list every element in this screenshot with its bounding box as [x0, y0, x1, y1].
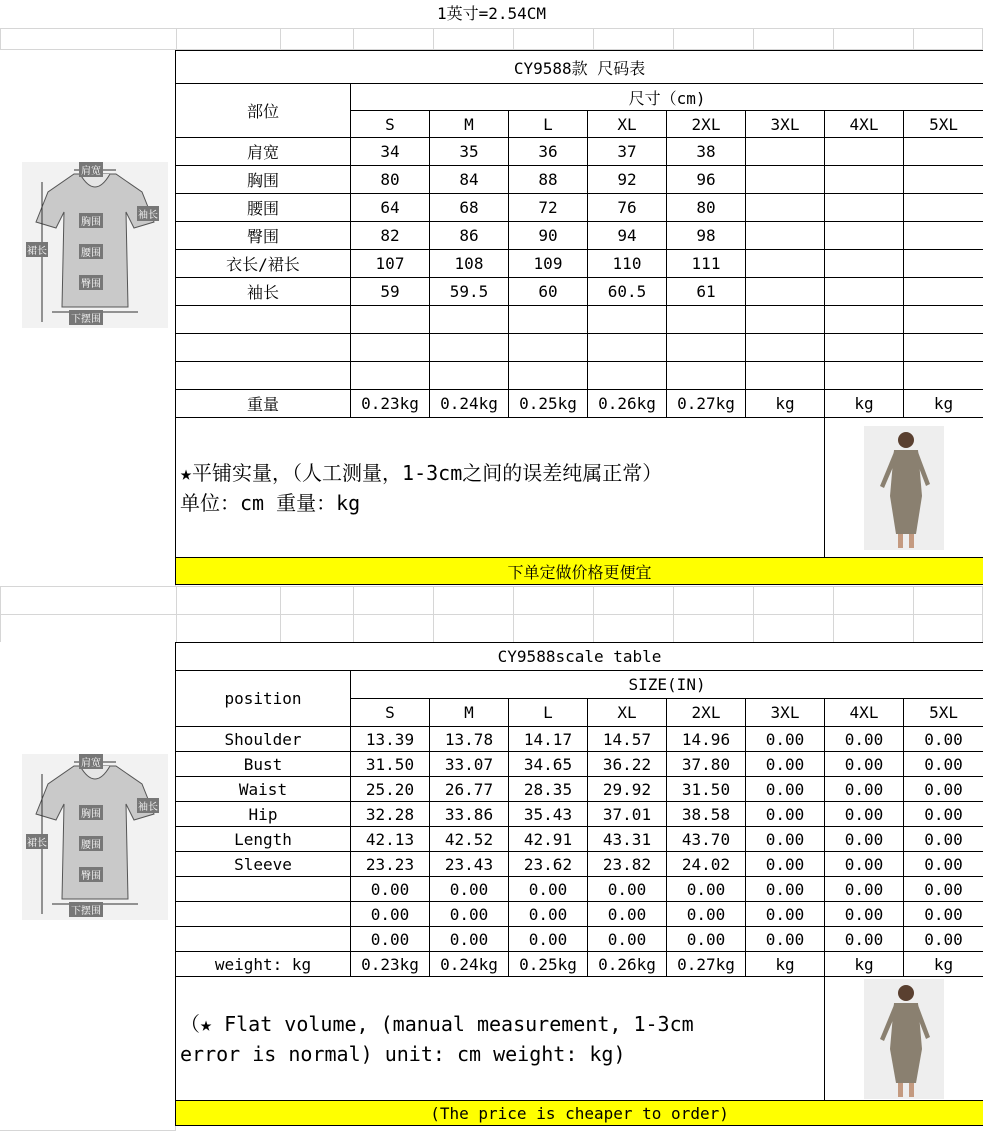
en-cell: 36.22 — [588, 752, 667, 777]
en-cell: 0.00 — [351, 902, 430, 927]
en-cell: 0.00 — [904, 802, 983, 827]
en-cell: 13.78 — [430, 727, 509, 752]
table-row — [176, 752, 983, 777]
cn-cell — [746, 138, 825, 166]
en-cell: 42.52 — [430, 827, 509, 852]
en-row-label — [176, 927, 351, 952]
en-label-waist: 腰围 — [79, 836, 103, 851]
en-cell: 0.00 — [904, 852, 983, 877]
cn-cell — [667, 334, 746, 362]
cn-size-col-7: 5XL — [904, 111, 983, 138]
cn-cell — [825, 250, 904, 278]
en-cell: 0.00 — [509, 902, 588, 927]
en-cell: 0.00 — [746, 827, 825, 852]
en-label-bust: 胸围 — [79, 805, 103, 820]
cn-cell — [746, 362, 825, 390]
cn-size-col-4: 2XL — [667, 111, 746, 138]
cn-cell: 76 — [588, 194, 667, 222]
en-cell: 31.50 — [351, 752, 430, 777]
en-footer-banner: (The price is cheaper to order) — [176, 1101, 983, 1126]
cn-cell — [825, 222, 904, 250]
cn-cell: 36 — [509, 138, 588, 166]
cn-cell — [904, 250, 983, 278]
cn-cell — [430, 334, 509, 362]
cn-cell — [509, 306, 588, 334]
cn-cell — [904, 166, 983, 194]
cn-cell — [746, 222, 825, 250]
cn-cell: 80 — [667, 194, 746, 222]
en-row-label — [176, 877, 351, 902]
cn-cell: 37 — [588, 138, 667, 166]
cn-row-label — [176, 334, 351, 362]
cn-cell: 80 — [351, 166, 430, 194]
cn-cell: 34 — [351, 138, 430, 166]
cn-footer-banner: 下单定做价格更便宜 — [176, 558, 983, 585]
en-cell: 43.70 — [667, 827, 746, 852]
cn-row-label: 胸围 — [176, 166, 351, 194]
en-label-length: 裙长 — [26, 834, 48, 849]
cn-row-label: 衣长/裙长 — [176, 250, 351, 278]
cn-label-bust: 胸围 — [79, 213, 103, 228]
en-label-shoulder: 肩宽 — [79, 754, 103, 769]
en-cell: 35.43 — [509, 802, 588, 827]
en-cell: 14.17 — [509, 727, 588, 752]
en-cell: 37.80 — [667, 752, 746, 777]
blank-grid-rows — [0, 586, 983, 643]
en-row-label: Shoulder — [176, 727, 351, 752]
en-cell: 34.65 — [509, 752, 588, 777]
cn-cell — [746, 306, 825, 334]
en-cell: 0.00 — [746, 727, 825, 752]
table-row — [176, 827, 983, 852]
cn-cell — [825, 278, 904, 306]
cn-cell: 60 — [509, 278, 588, 306]
cn-cell — [825, 334, 904, 362]
cn-cell: 111 — [667, 250, 746, 278]
cn-label-hip: 臀围 — [79, 275, 103, 290]
cn-cell: 98 — [667, 222, 746, 250]
en-weight-cell: kg — [746, 952, 825, 977]
cn-size-table — [175, 50, 983, 585]
en-cell: 0.00 — [667, 877, 746, 902]
cn-cell: 96 — [667, 166, 746, 194]
en-size-col-6: 4XL — [825, 699, 904, 727]
en-size-table — [175, 642, 983, 1126]
cn-cell: 64 — [351, 194, 430, 222]
cn-cell — [351, 334, 430, 362]
cn-cell — [825, 166, 904, 194]
cn-row-label: 臀围 — [176, 222, 351, 250]
en-cell: 0.00 — [509, 927, 588, 952]
en-cell: 0.00 — [746, 752, 825, 777]
en-cell: 42.13 — [351, 827, 430, 852]
cn-cell — [746, 250, 825, 278]
en-cell: 38.58 — [667, 802, 746, 827]
en-weight-label: weight: kg — [176, 952, 351, 977]
cn-cell: 68 — [430, 194, 509, 222]
en-label-hem: 下摆围 — [69, 902, 103, 917]
en-cell: 0.00 — [825, 802, 904, 827]
en-cell: 0.00 — [825, 852, 904, 877]
en-cell: 23.43 — [430, 852, 509, 877]
cn-weight-cell: 0.24kg — [430, 390, 509, 418]
en-cell: 0.00 — [667, 902, 746, 927]
cn-cell: 72 — [509, 194, 588, 222]
cn-cell — [509, 334, 588, 362]
cn-cell — [351, 306, 430, 334]
en-cell: 0.00 — [825, 777, 904, 802]
en-size-col-7: 5XL — [904, 699, 983, 727]
blank-grid-row — [0, 28, 983, 50]
cn-weight-cell: 0.27kg — [667, 390, 746, 418]
cn-cell — [588, 334, 667, 362]
en-size-col-5: 3XL — [746, 699, 825, 727]
cn-cell: 88 — [509, 166, 588, 194]
cn-product-photo — [825, 418, 983, 558]
en-cell: 0.00 — [746, 777, 825, 802]
cn-label-waist: 腰围 — [79, 244, 103, 259]
en-size-col-1: M — [430, 699, 509, 727]
en-cell: 0.00 — [430, 877, 509, 902]
cn-cell — [825, 194, 904, 222]
en-cell: 43.31 — [588, 827, 667, 852]
en-cell: 0.00 — [509, 877, 588, 902]
cn-cell: 84 — [430, 166, 509, 194]
table-row — [176, 222, 983, 250]
en-row-label: Hip — [176, 802, 351, 827]
cn-label-sleeve: 袖长 — [137, 206, 159, 221]
cn-cell: 92 — [588, 166, 667, 194]
en-cell: 0.00 — [825, 752, 904, 777]
cn-cell: 38 — [667, 138, 746, 166]
table-row — [176, 166, 983, 194]
cn-model-photo — [864, 426, 944, 550]
cn-note — [176, 418, 825, 558]
en-weight-cell: 0.24kg — [430, 952, 509, 977]
table-row — [176, 278, 983, 306]
cn-cell — [588, 362, 667, 390]
cn-cell: 82 — [351, 222, 430, 250]
cn-row-label — [176, 362, 351, 390]
cn-cell: 107 — [351, 250, 430, 278]
en-model-photo — [864, 979, 944, 1099]
cn-cell: 59.5 — [430, 278, 509, 306]
en-cell: 0.00 — [746, 902, 825, 927]
conversion-header: 1英寸=2.54CM — [0, 0, 983, 29]
cn-section — [0, 50, 983, 586]
cn-cell: 109 — [509, 250, 588, 278]
table-row — [176, 727, 983, 752]
cn-cell — [746, 194, 825, 222]
cn-label-length: 裙长 — [26, 242, 48, 257]
en-row-label: Length — [176, 827, 351, 852]
en-weight-cell: 0.27kg — [667, 952, 746, 977]
en-section — [0, 642, 983, 1130]
cn-weight-cell: 0.25kg — [509, 390, 588, 418]
cn-weight-cell: 0.23kg — [351, 390, 430, 418]
cn-cell — [904, 194, 983, 222]
cn-cell: 35 — [430, 138, 509, 166]
cn-size-col-6: 4XL — [825, 111, 904, 138]
en-note-line2: error is normal) unit: cm weight: kg) — [180, 1042, 626, 1066]
cn-cell — [588, 306, 667, 334]
en-note-line1: （★ Flat volume, (manual measurement, 1-3cm — [180, 1012, 694, 1036]
en-cell: 23.62 — [509, 852, 588, 877]
cn-weight-label: 重量 — [176, 390, 351, 418]
cn-size-header: 尺寸（cm) — [351, 84, 983, 111]
en-product-photo — [825, 977, 983, 1101]
cn-cell — [904, 334, 983, 362]
table-row — [176, 877, 983, 902]
en-cell: 23.82 — [588, 852, 667, 877]
cn-note-line2: 单位：cm 重量：kg — [180, 491, 360, 515]
cn-cell — [667, 362, 746, 390]
en-cell: 0.00 — [904, 877, 983, 902]
cn-cell: 110 — [588, 250, 667, 278]
cn-cell: 86 — [430, 222, 509, 250]
cn-cell: 59 — [351, 278, 430, 306]
en-cell: 0.00 — [904, 902, 983, 927]
en-cell: 0.00 — [351, 927, 430, 952]
cn-cell: 94 — [588, 222, 667, 250]
cn-cell — [904, 306, 983, 334]
cn-cell — [667, 306, 746, 334]
cn-weight-cell: kg — [904, 390, 983, 418]
en-cell: 0.00 — [588, 877, 667, 902]
cn-cell — [430, 362, 509, 390]
cn-row-label: 腰围 — [176, 194, 351, 222]
en-cell: 33.07 — [430, 752, 509, 777]
cn-row-label: 肩宽 — [176, 138, 351, 166]
en-cell: 23.23 — [351, 852, 430, 877]
cn-cell — [746, 334, 825, 362]
en-label-hip: 臀围 — [79, 867, 103, 882]
table-row — [176, 306, 983, 334]
cn-label-shoulder: 肩宽 — [79, 162, 103, 177]
en-cell: 0.00 — [904, 777, 983, 802]
en-cell: 14.57 — [588, 727, 667, 752]
cn-note-line1: ★平铺实量，（人工测量，1-3cm之间的误差纯属正常） — [180, 461, 662, 485]
en-weight-cell: kg — [904, 952, 983, 977]
en-weight-cell: 0.26kg — [588, 952, 667, 977]
en-cell: 31.50 — [667, 777, 746, 802]
cn-cell — [825, 138, 904, 166]
cn-size-col-5: 3XL — [746, 111, 825, 138]
en-cell: 26.77 — [430, 777, 509, 802]
cn-cell — [904, 362, 983, 390]
cn-weight-cell: 0.26kg — [588, 390, 667, 418]
cn-part-header: 部位 — [176, 84, 351, 138]
cn-cell — [746, 166, 825, 194]
en-row-label: Waist — [176, 777, 351, 802]
en-part-header: position — [176, 671, 351, 727]
en-cell: 33.86 — [430, 802, 509, 827]
cn-cell — [904, 222, 983, 250]
cn-cell: 61 — [667, 278, 746, 306]
en-note — [176, 977, 825, 1101]
en-cell: 0.00 — [430, 927, 509, 952]
en-cell: 0.00 — [825, 877, 904, 902]
cn-cell — [825, 362, 904, 390]
cn-cell: 90 — [509, 222, 588, 250]
cn-cell: 108 — [430, 250, 509, 278]
en-cell: 0.00 — [746, 877, 825, 902]
table-row — [176, 902, 983, 927]
en-cell: 0.00 — [588, 927, 667, 952]
en-row-label: Bust — [176, 752, 351, 777]
en-cell: 13.39 — [351, 727, 430, 752]
cn-row-label: 袖长 — [176, 278, 351, 306]
en-size-header: SIZE(IN) — [351, 671, 983, 699]
cn-size-col-1: M — [430, 111, 509, 138]
cn-cell — [746, 278, 825, 306]
en-row-label: Sleeve — [176, 852, 351, 877]
en-weight-cell: kg — [825, 952, 904, 977]
en-cell: 0.00 — [746, 852, 825, 877]
en-cell: 0.00 — [430, 902, 509, 927]
en-size-col-0: S — [351, 699, 430, 727]
en-weight-cell: 0.23kg — [351, 952, 430, 977]
table-row — [176, 927, 983, 952]
cn-row-label — [176, 306, 351, 334]
cn-weight-cell: kg — [825, 390, 904, 418]
en-cell: 0.00 — [825, 727, 904, 752]
en-size-col-2: L — [509, 699, 588, 727]
en-cell: 0.00 — [904, 827, 983, 852]
table-row — [176, 362, 983, 390]
cn-cell: 60.5 — [588, 278, 667, 306]
cn-weight-cell: kg — [746, 390, 825, 418]
en-cell: 29.92 — [588, 777, 667, 802]
en-cell: 37.01 — [588, 802, 667, 827]
cn-cell — [904, 138, 983, 166]
table-row — [176, 852, 983, 877]
en-cell: 0.00 — [825, 902, 904, 927]
en-cell: 24.02 — [667, 852, 746, 877]
table-row — [176, 194, 983, 222]
cn-label-hem: 下摆围 — [69, 310, 103, 325]
en-size-col-4: 2XL — [667, 699, 746, 727]
en-cell: 0.00 — [825, 827, 904, 852]
cn-cell — [825, 306, 904, 334]
en-cell: 0.00 — [904, 927, 983, 952]
cn-cell — [904, 278, 983, 306]
en-cell: 0.00 — [667, 927, 746, 952]
en-cell: 32.28 — [351, 802, 430, 827]
cn-size-col-3: XL — [588, 111, 667, 138]
en-row-label — [176, 902, 351, 927]
en-cell: 0.00 — [351, 877, 430, 902]
cn-size-col-2: L — [509, 111, 588, 138]
cn-table-title: CY9588款 尺码表 — [176, 51, 983, 84]
cn-cell — [430, 306, 509, 334]
en-cell: 28.35 — [509, 777, 588, 802]
en-cell: 0.00 — [904, 752, 983, 777]
table-row — [176, 802, 983, 827]
cn-size-col-0: S — [351, 111, 430, 138]
en-cell: 14.96 — [667, 727, 746, 752]
en-cell: 0.00 — [588, 902, 667, 927]
table-row — [176, 777, 983, 802]
en-side-panel — [0, 642, 176, 1131]
cn-side-panel — [0, 50, 176, 587]
en-cell: 42.91 — [509, 827, 588, 852]
en-table-title: CY9588scale table — [176, 643, 983, 671]
en-cell: 0.00 — [746, 927, 825, 952]
en-label-sleeve: 袖长 — [137, 798, 159, 813]
en-cell: 25.20 — [351, 777, 430, 802]
table-row — [176, 334, 983, 362]
table-row — [176, 138, 983, 166]
table-row — [176, 250, 983, 278]
en-weight-cell: 0.25kg — [509, 952, 588, 977]
en-cell: 0.00 — [904, 727, 983, 752]
en-size-col-3: XL — [588, 699, 667, 727]
cn-cell — [509, 362, 588, 390]
en-cell: 0.00 — [746, 802, 825, 827]
cn-cell — [351, 362, 430, 390]
en-cell: 0.00 — [825, 927, 904, 952]
